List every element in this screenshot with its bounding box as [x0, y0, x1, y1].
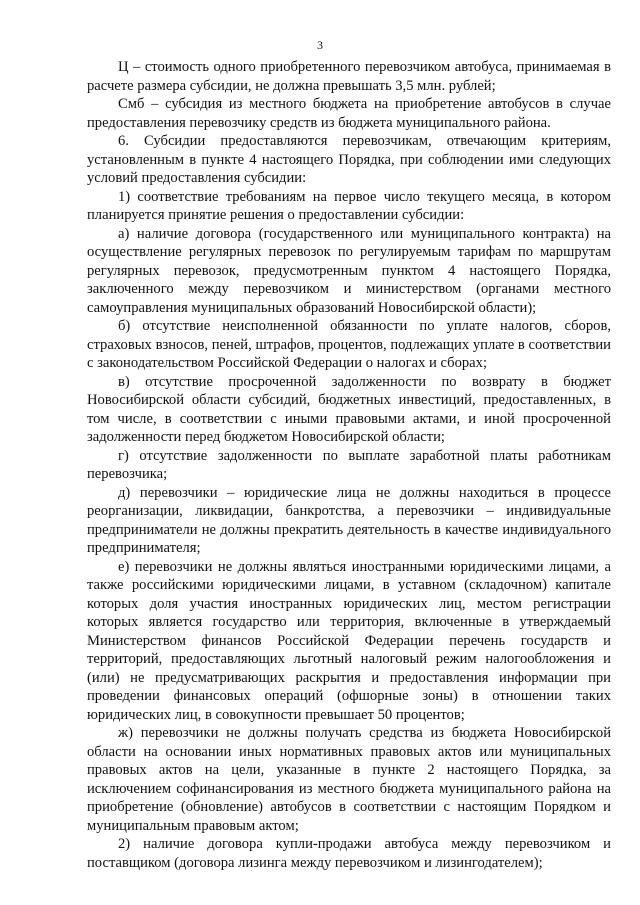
paragraph-condition-1v: в) отсутствие просроченной задолженности по возврату в бюджет Новосибирской области субсидий, бюджетных инвестиций, предоставленных, в том числе, в соответствии с иными правовыми актами, и иной просроченной задолженности перед бюджетом Новосибирской области; [87, 373, 611, 445]
paragraph-condition-2: 2) наличие договора купли-продажи автобуса между перевозчиком и поставщиком (договора лизинга между перевозчиком и лизингодателем); [87, 836, 611, 871]
paragraph-condition-1b: б) отсутствие неисполненной обязанности по уплате налогов, сборов, страховых взносов, пеней, штрафов, процентов, подлежащих уплате в соответствии с законодательством Российской Федерации о налогах и сборах; [87, 318, 611, 371]
page-number: 3 [317, 38, 323, 52]
paragraph-condition-1: 1) соответствие требованиям на первое число текущего месяца, в котором планируется принятие решения о предоставлении субсидии: [87, 188, 611, 223]
paragraph-condition-1d: д) перевозчики – юридические лица не должны находиться в процессе реорганизации, ликвидации, банкротства, а перевозчики – индивидуальные предприниматели не должны прекратить деятельность в качестве индивидуального предпринимателя; [87, 484, 611, 556]
paragraph-price-definition: Ц – стоимость одного приобретенного перевозчиком автобуса, принимаемая в расчете размера субсидии, не должна превышать 3,5 млн. рублей; [87, 59, 611, 94]
paragraph-condition-1g: г) отсутствие задолженности по выплате заработной платы работникам перевозчика; [87, 447, 611, 482]
paragraph-condition-1a: а) наличие договора (государственного или муниципального контракта) на осуществление регулярных перевозок по регулируемым тарифам по маршрутам регулярных перевозок, предусмотренным пунктом 4 настоящего Порядка, заключенного между перевозчиком и министерством (органами местного самоуправления муниципальных образований Новосибирской области); [87, 225, 611, 316]
paragraph-section-6: 6. Субсидии предоставляются перевозчикам, отвечающим критериям, установленным в пункте 4 настоящего Порядка, при соблюдении ими следующих условий предоставления субсидии: [87, 133, 611, 186]
document-body [87, 58, 611, 872]
paragraph-local-subsidy-definition: Смб – субсидия из местного бюджета на приобретение автобусов в случае предоставления перевозчику средств из бюджета муниципального района. [87, 96, 611, 131]
paragraph-condition-1zh: ж) перевозчики не должны получать средства из бюджета Новосибирской области на основании иных нормативных правовых актов или муниципальных правовых актов на цели, указанные в пункте 2 настоящего Порядка, за исключением софинансирования из местного бюджета муниципального района на приобретение (обновление) автобусов в соответствии с настоящим Порядком и муниципальным правовым актом; [87, 725, 611, 834]
paragraph-condition-1e: е) перевозчики не должны являться иностранными юридическими лицами, а также российскими юридическими лицами, в уставном (складочном) капитале которых доля участия иностранных юридических лиц, местом регистрации которых является государство или территория, включенные в утверждаемый Министерством финансов Российской Федерации перечень государств и территорий, предоставляющих льготный налоговый режим налогообложения и (или) не предусматривающих раскрытия и предоставления информации при проведении финансовых операций (офшорные зоны) в отношении таких юридических лиц, в совокупности превышает 50 процентов; [87, 558, 611, 723]
